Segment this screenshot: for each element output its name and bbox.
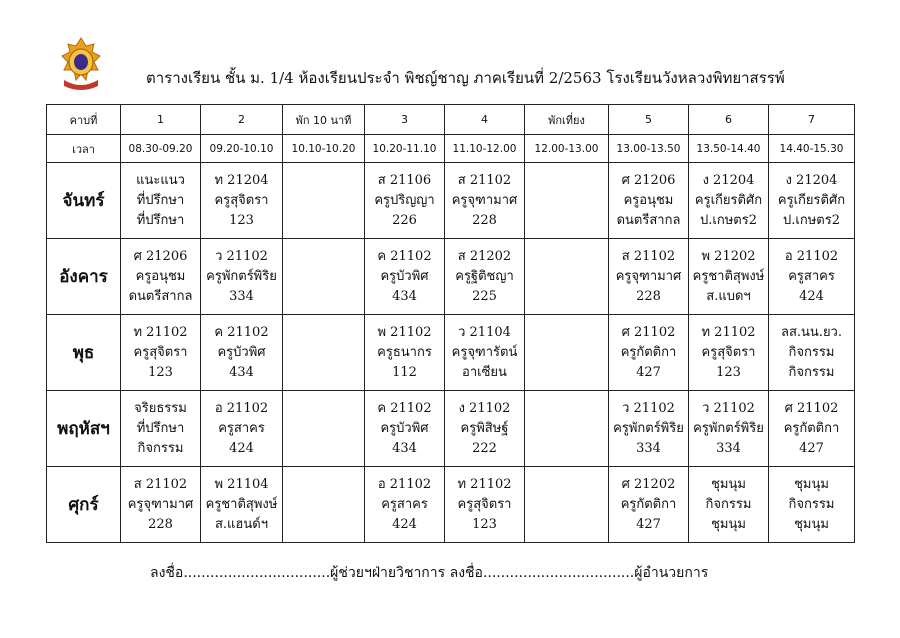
teacher-name: ที่ปรึกษา	[136, 192, 185, 208]
period-header: 2	[201, 105, 283, 135]
class-cell	[769, 391, 855, 467]
time-slot: 09.20-10.10	[201, 135, 283, 163]
room-label: ดนตรีสากล	[616, 212, 681, 228]
period-header: 3	[365, 105, 445, 135]
time-slot: 13.50-14.40	[689, 135, 769, 163]
subject-code: ง 21102	[458, 400, 511, 416]
period-header: พักเที่ยง	[525, 105, 609, 135]
subject-code: อ 21102	[214, 400, 269, 416]
teacher-name: ครูพักตร์พิริย	[693, 420, 764, 436]
class-cell	[365, 239, 445, 315]
room-label: 434	[392, 288, 417, 304]
class-cell	[283, 163, 365, 239]
room-label: ป.เกษตร2	[783, 212, 840, 228]
class-cell	[525, 315, 609, 391]
class-cell	[283, 239, 365, 315]
subject-code: อ 21102	[377, 476, 432, 492]
day-row	[47, 391, 855, 467]
subject-code: อ 21102	[784, 248, 839, 264]
subject-code: ลส.นน.ยว.	[781, 324, 842, 340]
class-cell	[525, 239, 609, 315]
teacher-name: ครูธนากร	[377, 344, 432, 360]
day-name: พฤหัสฯ	[47, 391, 121, 467]
class-cell	[609, 163, 689, 239]
class-cell	[121, 391, 201, 467]
subject-code: ท 21102	[133, 324, 188, 340]
teacher-name: ครูสุจิตรา	[133, 344, 188, 360]
period-header: 5	[609, 105, 689, 135]
class-cell	[609, 391, 689, 467]
subject-code: พ 21102	[377, 324, 432, 340]
teacher-name: ครูจุฑามาศ	[127, 496, 194, 512]
class-cell	[121, 467, 201, 543]
time-header-row	[47, 135, 855, 163]
period-header: 6	[689, 105, 769, 135]
room-label: ชุมนุม	[794, 516, 829, 532]
room-label: 424	[799, 288, 824, 304]
class-cell	[121, 315, 201, 391]
room-label: 123	[716, 364, 741, 380]
room-label: 434	[229, 364, 254, 380]
room-label: 123	[229, 212, 254, 228]
subject-code: ส 21102	[621, 248, 676, 264]
class-cell	[689, 163, 769, 239]
class-cell	[365, 315, 445, 391]
class-cell	[365, 467, 445, 543]
class-cell	[525, 467, 609, 543]
class-cell	[689, 391, 769, 467]
class-cell	[609, 467, 689, 543]
subject-code: ค 21102	[214, 324, 269, 340]
class-cell	[445, 391, 525, 467]
class-cell	[121, 163, 201, 239]
class-cell	[365, 391, 445, 467]
subject-code: ท 21204	[214, 172, 269, 188]
class-cell	[769, 239, 855, 315]
class-cell	[283, 391, 365, 467]
room-label: 334	[636, 440, 661, 456]
subject-code: ท 21102	[701, 324, 756, 340]
subject-code: ง 21204	[785, 172, 838, 188]
class-cell	[201, 391, 283, 467]
school-emblem-icon	[58, 36, 104, 92]
subject-code: ชุมนุม	[794, 476, 829, 492]
schedule-table	[46, 104, 855, 543]
subject-code: ศ 21102	[784, 400, 839, 416]
time-slot: 12.00-13.00	[525, 135, 609, 163]
class-cell	[769, 163, 855, 239]
teacher-name: ครูพักตร์พิริย	[206, 268, 277, 284]
class-cell	[445, 467, 525, 543]
room-label: 424	[229, 440, 254, 456]
class-cell	[525, 391, 609, 467]
room-label: ป.เกษตร2	[700, 212, 757, 228]
teacher-name: ครูกัตติกา	[620, 496, 677, 512]
subject-code: ชุมนุม	[711, 476, 746, 492]
subject-code: พ 21202	[701, 248, 756, 264]
teacher-name: ครูบัวพิศ	[380, 420, 429, 436]
time-slot: 11.10-12.00	[445, 135, 525, 163]
class-cell	[201, 163, 283, 239]
teacher-name: ครูพักตร์พิริย	[613, 420, 684, 436]
subject-code: ส 21106	[377, 172, 432, 188]
time-slot: 14.40-15.30	[769, 135, 855, 163]
period-header: 7	[769, 105, 855, 135]
room-label: 424	[392, 516, 417, 532]
room-label: 225	[472, 288, 497, 304]
teacher-name: ครูชาติสุพงษ์	[205, 496, 278, 512]
teacher-name: กิจกรรม	[788, 344, 835, 360]
class-cell	[525, 163, 609, 239]
day-row	[47, 163, 855, 239]
day-name: จันทร์	[47, 163, 121, 239]
day-name: อังคาร	[47, 239, 121, 315]
room-label: ส.แบดฯ	[706, 288, 751, 304]
teacher-name: ครูอนุชม	[135, 268, 186, 284]
class-cell	[609, 239, 689, 315]
page-title: ตารางเรียน ชั้น ม. 1/4 ห้องเรียนประจำ พิชญ์ชาญ ภาคเรียนที่ 2/2563 โรงเรียนวังหลวงพิทยาสรรพ์	[146, 69, 785, 87]
room-label: กิจกรรม	[788, 364, 835, 380]
teacher-name: ครูชาติสุพงษ์	[692, 268, 765, 284]
day-row	[47, 239, 855, 315]
teacher-name: ครูกัตติกา	[620, 344, 677, 360]
room-label: 228	[636, 288, 661, 304]
teacher-name: ครูอนุชม	[623, 192, 674, 208]
subject-code: พ 21104	[214, 476, 269, 492]
period-header: 1	[121, 105, 201, 135]
teacher-name: ครูสุจิตรา	[214, 192, 269, 208]
teacher-name: ครูสุจิตรา	[701, 344, 756, 360]
period-header-row	[47, 105, 855, 135]
time-slot: 10.20-11.10	[365, 135, 445, 163]
period-header: 4	[445, 105, 525, 135]
teacher-name: กิจกรรม	[705, 496, 752, 512]
time-slot: 10.10-10.20	[283, 135, 365, 163]
room-label: กิจกรรม	[137, 440, 184, 456]
teacher-name: ครูสาคร	[381, 496, 428, 512]
subject-code: ศ 21102	[621, 324, 676, 340]
subject-code: ว 21102	[622, 400, 675, 416]
subject-code: ศ 21206	[133, 248, 188, 264]
room-label: 228	[148, 516, 173, 532]
class-cell	[445, 239, 525, 315]
room-label: 228	[472, 212, 497, 228]
teacher-name: ครูฐิติชญา	[455, 268, 514, 284]
day-row	[47, 315, 855, 391]
subject-code: ท 21102	[457, 476, 512, 492]
teacher-name: ครูพิสิษฐ์	[460, 420, 509, 436]
subject-code: ส 21102	[457, 172, 512, 188]
room-label: อาเซียน	[462, 364, 507, 380]
day-name: ศุกร์	[47, 467, 121, 543]
teacher-name: ครูเกียรติศัก	[694, 192, 763, 208]
time-slot: 13.00-13.50	[609, 135, 689, 163]
class-cell	[689, 315, 769, 391]
room-label: 123	[472, 516, 497, 532]
room-label: ชุมนุม	[711, 516, 746, 532]
class-cell	[201, 315, 283, 391]
teacher-name: ครูสุจิตรา	[457, 496, 512, 512]
subject-code: ค 21102	[377, 400, 432, 416]
class-cell	[283, 315, 365, 391]
teacher-name: ครูบัวพิศ	[380, 268, 429, 284]
teacher-name: ครูจุฑามาศ	[615, 268, 682, 284]
teacher-name: ครูจุฑามาศ	[451, 192, 518, 208]
class-cell	[769, 467, 855, 543]
class-cell	[201, 239, 283, 315]
time-label: เวลา	[47, 135, 121, 163]
room-label: 427	[636, 516, 661, 532]
room-label: ส.แฮนด์ฯ	[214, 516, 268, 532]
teacher-name: ครูสาคร	[788, 268, 835, 284]
signature-line: ลงชื่อ.................................ผู้ช่วยฯฝ่ายวิชาการ ลงชื่อ..................................ผู้อำนวยการ	[150, 565, 709, 581]
class-cell	[689, 239, 769, 315]
room-label: 226	[392, 212, 417, 228]
class-cell	[769, 315, 855, 391]
period-header: พัก 10 นาที	[283, 105, 365, 135]
subject-code: ค 21102	[377, 248, 432, 264]
teacher-name: ครูสาคร	[218, 420, 265, 436]
day-row	[47, 467, 855, 543]
teacher-name: ครูกัตติกา	[783, 420, 840, 436]
subject-code: ศ 21206	[621, 172, 676, 188]
subject-code: ศ 21202	[621, 476, 676, 492]
class-cell	[445, 315, 525, 391]
subject-code: ว 21102	[702, 400, 755, 416]
room-label: 427	[636, 364, 661, 380]
subject-code: ว 21104	[458, 324, 511, 340]
teacher-name: กิจกรรม	[788, 496, 835, 512]
class-cell	[283, 467, 365, 543]
teacher-name: ที่ปรึกษา	[136, 420, 185, 436]
subject-code: จริยธรรม	[134, 400, 187, 416]
class-cell	[689, 467, 769, 543]
teacher-name: ครูจุฑารัตน์	[451, 344, 518, 360]
room-label: 434	[392, 440, 417, 456]
room-label: 112	[392, 364, 417, 380]
subject-code: แนะแนว	[136, 172, 185, 188]
class-cell	[365, 163, 445, 239]
room-label: ที่ปรึกษา	[136, 212, 185, 228]
room-label: 334	[716, 440, 741, 456]
subject-code: ว 21102	[215, 248, 268, 264]
teacher-name: ครูเกียรติศัก	[777, 192, 846, 208]
class-cell	[201, 467, 283, 543]
room-label: 334	[229, 288, 254, 304]
class-cell	[121, 239, 201, 315]
day-name: พุธ	[47, 315, 121, 391]
room-label: 222	[472, 440, 497, 456]
room-label: 123	[148, 364, 173, 380]
subject-code: ส 21102	[133, 476, 188, 492]
class-cell	[609, 315, 689, 391]
subject-code: ง 21204	[702, 172, 755, 188]
teacher-name: ครูปริญญา	[374, 192, 435, 208]
room-label: ดนตรีสากล	[128, 288, 193, 304]
period-label: คาบที่	[47, 105, 121, 135]
time-slot: 08.30-09.20	[121, 135, 201, 163]
subject-code: ส 21202	[457, 248, 512, 264]
teacher-name: ครูบัวพิศ	[217, 344, 266, 360]
class-cell	[445, 163, 525, 239]
room-label: 427	[799, 440, 824, 456]
